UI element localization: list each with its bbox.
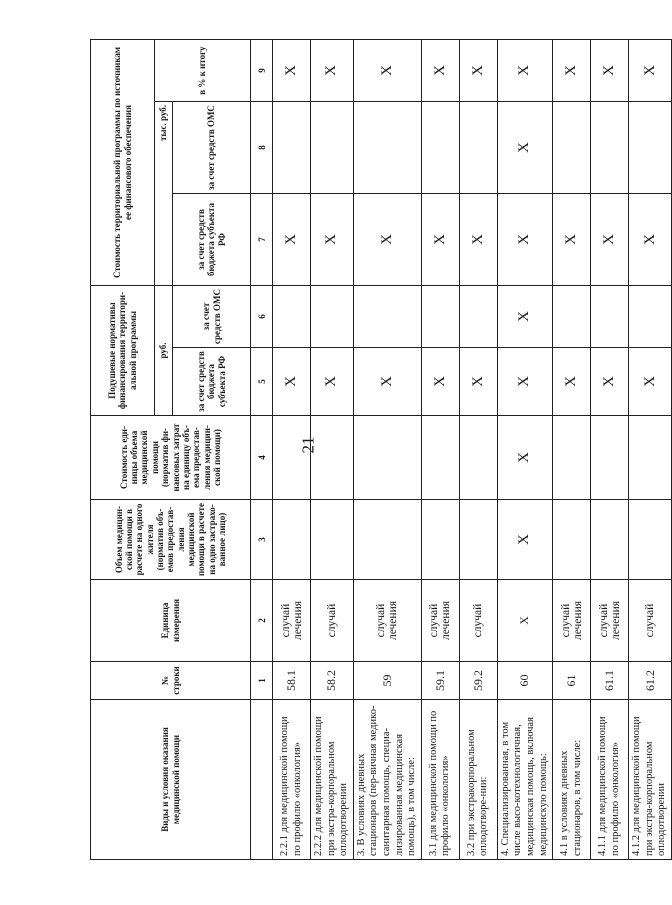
row-total-oms xyxy=(311,102,354,194)
row-name-text: 4.1.1 для медицинской помощи по профилю «онкология» xyxy=(597,716,621,856)
row-percapita-oms xyxy=(591,286,629,348)
row-percent-text: X xyxy=(283,65,299,76)
row-percapita-budget xyxy=(421,348,459,416)
row-percapita-budget xyxy=(497,348,552,416)
row-name xyxy=(629,700,672,860)
row-unit xyxy=(353,580,421,662)
row-volume xyxy=(273,500,311,580)
row-percapita-oms xyxy=(459,286,497,348)
column-number: 1 xyxy=(251,662,273,700)
row-total-budget-text: X xyxy=(641,234,658,245)
header-code: № строки xyxy=(91,662,251,700)
row-code xyxy=(421,662,459,700)
row-cost xyxy=(311,416,354,500)
row-code-text: 61.2 xyxy=(642,670,657,691)
row-percent xyxy=(353,40,421,102)
row-percapita-budget-text: X xyxy=(378,376,395,387)
row-percapita-budget xyxy=(273,348,311,416)
row-percent xyxy=(273,40,311,102)
row-unit xyxy=(497,580,552,662)
row-total-budget xyxy=(311,194,354,286)
row-percapita-budget-text: X xyxy=(431,376,448,387)
column-number: 3 xyxy=(251,500,273,580)
row-unit-text: случай лечения xyxy=(279,600,304,641)
column-number: 2 xyxy=(251,580,273,662)
row-unit-text: X xyxy=(518,616,531,625)
row-code-text: 59 xyxy=(379,674,394,687)
header-name: Виды и условия оказания медицинской помощи xyxy=(91,700,251,860)
row-code xyxy=(553,662,591,700)
row-percapita-oms xyxy=(421,286,459,348)
row-total-budget-text: X xyxy=(431,234,448,245)
row-total-budget-text: X xyxy=(469,234,486,245)
row-cost-text: X xyxy=(516,452,533,463)
table-row xyxy=(421,40,459,860)
row-name-text: 3. В условиях дневных стационаров (пер-вичная медико-санитарная помощь, специа-лизированная медицинская помощь), в том числе: xyxy=(355,705,418,856)
header-pc-budget: за счет средств бюджета субъекта РФ xyxy=(173,348,251,416)
financing-table xyxy=(90,39,672,860)
row-unit-text: случай лечения xyxy=(428,600,453,641)
row-code xyxy=(353,662,421,700)
row-unit xyxy=(421,580,459,662)
row-name-text: 2.2.1 для медицинской помощи по профилю «онкология» xyxy=(278,716,303,856)
row-volume-text: X xyxy=(516,534,533,545)
row-volume xyxy=(353,500,421,580)
row-total-budget xyxy=(591,194,629,286)
row-percent xyxy=(591,40,629,102)
row-name-text: 4. Специализированная, в том числе высо-котехнологичная, медицинская помощь, включая медицинскую помощь: xyxy=(499,717,549,856)
row-percapita-oms-text: X xyxy=(516,311,533,322)
row-total-budget-text: X xyxy=(601,234,618,245)
row-code xyxy=(591,662,629,700)
row-total-oms xyxy=(591,102,629,194)
row-total-budget xyxy=(553,194,591,286)
header-unit-rub: руб. xyxy=(155,286,173,416)
row-code xyxy=(273,662,311,700)
row-percent-text: X xyxy=(431,65,448,76)
row-total-budget-text: X xyxy=(516,234,533,245)
row-percapita-budget-text: X xyxy=(323,376,340,387)
row-name-text: 3.2 при экстракорпоральном оплодотворе-нии: xyxy=(465,729,490,856)
row-percapita-budget-text: X xyxy=(516,376,533,387)
row-percapita-budget xyxy=(553,348,591,416)
row-volume xyxy=(421,500,459,580)
row-unit xyxy=(311,580,354,662)
row-cost xyxy=(421,416,459,500)
row-total-budget-text: X xyxy=(323,234,340,245)
row-unit xyxy=(273,580,311,662)
header-cost: Стоимость еди-ницы объема медицинской помощи (норматив фи-нансовых затрат на единицу объ-ема предостав-ления медицин-ской помощи) xyxy=(91,416,251,500)
row-name-text: 2.2.2 для медицинской помощи при экстра-корпоральном оплодотворении xyxy=(313,716,350,856)
row-percapita-oms xyxy=(553,286,591,348)
table-row xyxy=(273,40,311,860)
row-total-oms xyxy=(353,102,421,194)
row-name xyxy=(459,700,497,860)
row-percapita-budget-text: X xyxy=(641,376,658,387)
row-percent xyxy=(421,40,459,102)
row-percapita-budget xyxy=(353,348,421,416)
row-name xyxy=(497,700,552,860)
header-tot-budget: за счет средств бюджета субъекта РФ xyxy=(173,194,251,286)
row-code xyxy=(629,662,672,700)
row-volume xyxy=(591,500,629,580)
row-volume xyxy=(459,500,497,580)
row-percent-text: X xyxy=(469,65,486,76)
row-cost xyxy=(591,416,629,500)
row-cost xyxy=(497,416,552,500)
row-total-budget xyxy=(459,194,497,286)
row-percapita-budget-text: X xyxy=(469,376,486,387)
row-name xyxy=(273,700,311,860)
table-row xyxy=(459,40,497,860)
row-name xyxy=(591,700,629,860)
table-row xyxy=(629,40,672,860)
row-percent xyxy=(553,40,591,102)
row-volume xyxy=(311,500,354,580)
row-total-oms xyxy=(497,102,552,194)
row-percent-text: X xyxy=(323,65,340,76)
row-unit-text: случай лечения xyxy=(375,600,400,641)
row-total-oms-text: X xyxy=(516,142,533,153)
row-code xyxy=(311,662,354,700)
table-row xyxy=(553,40,591,860)
row-code-text: 60 xyxy=(517,674,532,687)
row-total-budget-text: X xyxy=(378,234,395,245)
header-unit-thousand: тыс. руб. xyxy=(155,102,173,286)
row-percapita-budget xyxy=(591,348,629,416)
row-percapita-budget xyxy=(311,348,354,416)
rotated-table-container xyxy=(90,40,668,860)
header-tot-oms: за счет средств ОМС xyxy=(173,102,251,194)
row-volume xyxy=(553,500,591,580)
row-name xyxy=(311,700,354,860)
row-percent xyxy=(629,40,672,102)
header-volume: Объем медицин-ской помощи в расчете на одного жителя (норматив объ-емов предостав-ления медицинской помощи в расчете на одно застрахо-ванное лицо) xyxy=(91,500,251,580)
row-percapita-budget xyxy=(629,348,672,416)
row-percapita-oms xyxy=(273,286,311,348)
column-number: 7 xyxy=(251,194,273,286)
header-unit: Единица измерения xyxy=(91,580,251,662)
column-number: 5 xyxy=(251,348,273,416)
row-code-text: 59.1 xyxy=(432,670,447,691)
row-volume xyxy=(629,500,672,580)
row-name-text: 3.1 для медицинской помощи по профилю «онкология» xyxy=(427,710,452,856)
row-percapita-oms xyxy=(497,286,552,348)
header-row-1 xyxy=(91,40,155,860)
table-row xyxy=(497,40,552,860)
row-cost xyxy=(459,416,497,500)
row-unit-text: случай лечения xyxy=(597,600,622,641)
row-percent-text: X xyxy=(378,65,395,76)
row-unit-text: случай лечения xyxy=(559,600,584,641)
row-percapita-budget-text: X xyxy=(601,376,618,387)
table-row xyxy=(311,40,354,860)
column-number: 9 xyxy=(251,40,273,102)
row-percapita-oms xyxy=(629,286,672,348)
row-name-text: 4.1.2 для медицинской помощи при экстра-корпоральном оплодотворении xyxy=(631,716,668,856)
row-percapita-budget xyxy=(459,348,497,416)
header-total-group: Стоимость территориальной программы по источникам ее финансового обеспечения xyxy=(91,40,155,286)
row-name xyxy=(353,700,421,860)
row-total-oms xyxy=(459,102,497,194)
row-unit xyxy=(459,580,497,662)
row-cost xyxy=(629,416,672,500)
row-total-budget xyxy=(497,194,552,286)
row-volume xyxy=(497,500,552,580)
page-number: 21 xyxy=(298,436,318,454)
row-total-oms xyxy=(273,102,311,194)
row-total-budget xyxy=(629,194,672,286)
row-percent-text: X xyxy=(563,65,580,76)
row-name xyxy=(553,700,591,860)
row-total-budget-text: X xyxy=(563,234,580,245)
row-percent-text: X xyxy=(516,65,533,76)
row-percent-text: X xyxy=(641,65,658,76)
row-total-budget xyxy=(273,194,311,286)
row-unit-text: случай xyxy=(472,603,485,638)
row-unit-text: случай xyxy=(644,603,657,638)
row-total-budget-text: X xyxy=(283,234,299,245)
row-code xyxy=(497,662,552,700)
header-pc-oms: за счет средств ОМС xyxy=(173,286,251,348)
table-row xyxy=(353,40,421,860)
row-code-text: 58.2 xyxy=(324,670,339,691)
row-cost xyxy=(553,416,591,500)
row-code-text: 58.1 xyxy=(284,670,298,691)
column-number: 8 xyxy=(251,102,273,194)
column-numbers-row xyxy=(251,40,273,860)
row-unit-text: случай xyxy=(325,603,338,638)
row-name-text: 4.1 в условиях дневных стационаров, в том числе: xyxy=(559,739,583,856)
row-percapita-oms xyxy=(353,286,421,348)
row-percent xyxy=(459,40,497,102)
row-code-text: 59.2 xyxy=(470,670,485,691)
row-percent xyxy=(497,40,552,102)
row-cost xyxy=(273,416,311,500)
row-code-text: 61.1 xyxy=(602,670,617,691)
row-total-oms xyxy=(629,102,672,194)
row-unit xyxy=(553,580,591,662)
row-total-oms xyxy=(553,102,591,194)
column-number: 6 xyxy=(251,286,273,348)
row-percapita-budget-text: X xyxy=(563,376,580,387)
header-percapita-group: Подушевые нормативы финансирования территори-альной программы xyxy=(91,286,155,416)
table-row xyxy=(591,40,629,860)
row-total-budget xyxy=(353,194,421,286)
row-total-budget xyxy=(421,194,459,286)
row-percent-text: X xyxy=(601,65,618,76)
row-total-oms xyxy=(421,102,459,194)
row-percent xyxy=(311,40,354,102)
row-cost xyxy=(353,416,421,500)
row-name xyxy=(421,700,459,860)
row-unit xyxy=(591,580,629,662)
row-code-text: 61 xyxy=(564,674,579,687)
row-code xyxy=(459,662,497,700)
row-percapita-budget-text: X xyxy=(283,376,299,387)
row-percapita-oms xyxy=(311,286,354,348)
header-percent: в % к итогу xyxy=(155,40,251,102)
row-unit xyxy=(629,580,672,662)
column-number xyxy=(251,700,273,860)
column-number: 4 xyxy=(251,416,273,500)
